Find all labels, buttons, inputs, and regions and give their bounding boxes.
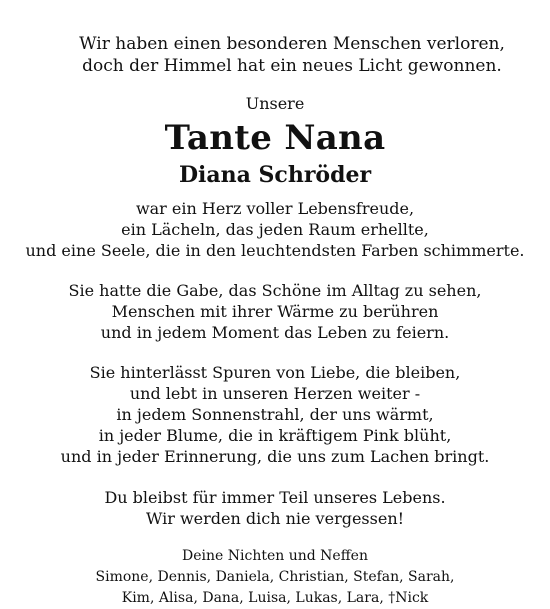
stanza-line: war ein Herz voller Lebensfreude, [135, 199, 415, 218]
stanza-line: Du bleibst für immer Teil unseres Lebens. [104, 488, 446, 507]
signature-heading: Deine Nichten und Neffen [182, 548, 368, 564]
stanza-line: Wir werden dich nie vergessen! [145, 509, 405, 528]
stanza-line: und in jedem Moment das Leben zu feiern. [100, 323, 450, 342]
intro-line: doch der Himmel hat ein neues Licht gewonnen. [82, 56, 502, 76]
stanza-line: in jeder Blume, die in kräftigem Pink blüht, [98, 426, 452, 445]
stanza-3 [0, 362, 550, 467]
stanza-2 [0, 280, 550, 343]
stanza-line: und eine Seele, die in den leuchtendsten Farben schimmerte. [25, 241, 525, 260]
stanza-line: in jedem Sonnenstrahl, der uns wärmt, [116, 405, 434, 424]
stanza-1 [0, 198, 550, 261]
stanza-line: Sie hinterlässt Spuren von Liebe, die bleiben, [89, 363, 461, 382]
signature-block [0, 546, 550, 609]
name-prefix: Unsere [245, 94, 305, 113]
deceased-nickname: Tante Nana [164, 118, 386, 158]
stanza-line: Sie hatte die Gabe, das Schöne im Alltag zu sehen, [68, 281, 482, 300]
intro-text [34, 33, 550, 77]
stanza-line: und lebt in unseren Herzen weiter - [129, 384, 421, 403]
intro-line: Wir haben einen besonderen Menschen verloren, [79, 34, 505, 54]
stanza-line: und in jeder Erinnerung, die uns zum Lachen bringt. [60, 447, 490, 466]
deceased-full-name: Diana Schröder [178, 162, 372, 188]
stanza-line: Menschen mit ihrer Wärme zu berühren [111, 302, 439, 321]
signature-names: Simone, Dennis, Daniela, Christian, Stefan, Sarah, [95, 569, 455, 585]
stanza-4 [0, 487, 550, 529]
stanza-line: ein Lächeln, das jeden Raum erhellte, [121, 220, 429, 239]
signature-names: Kim, Alisa, Dana, Luisa, Lukas, Lara, †Nick [121, 590, 429, 606]
